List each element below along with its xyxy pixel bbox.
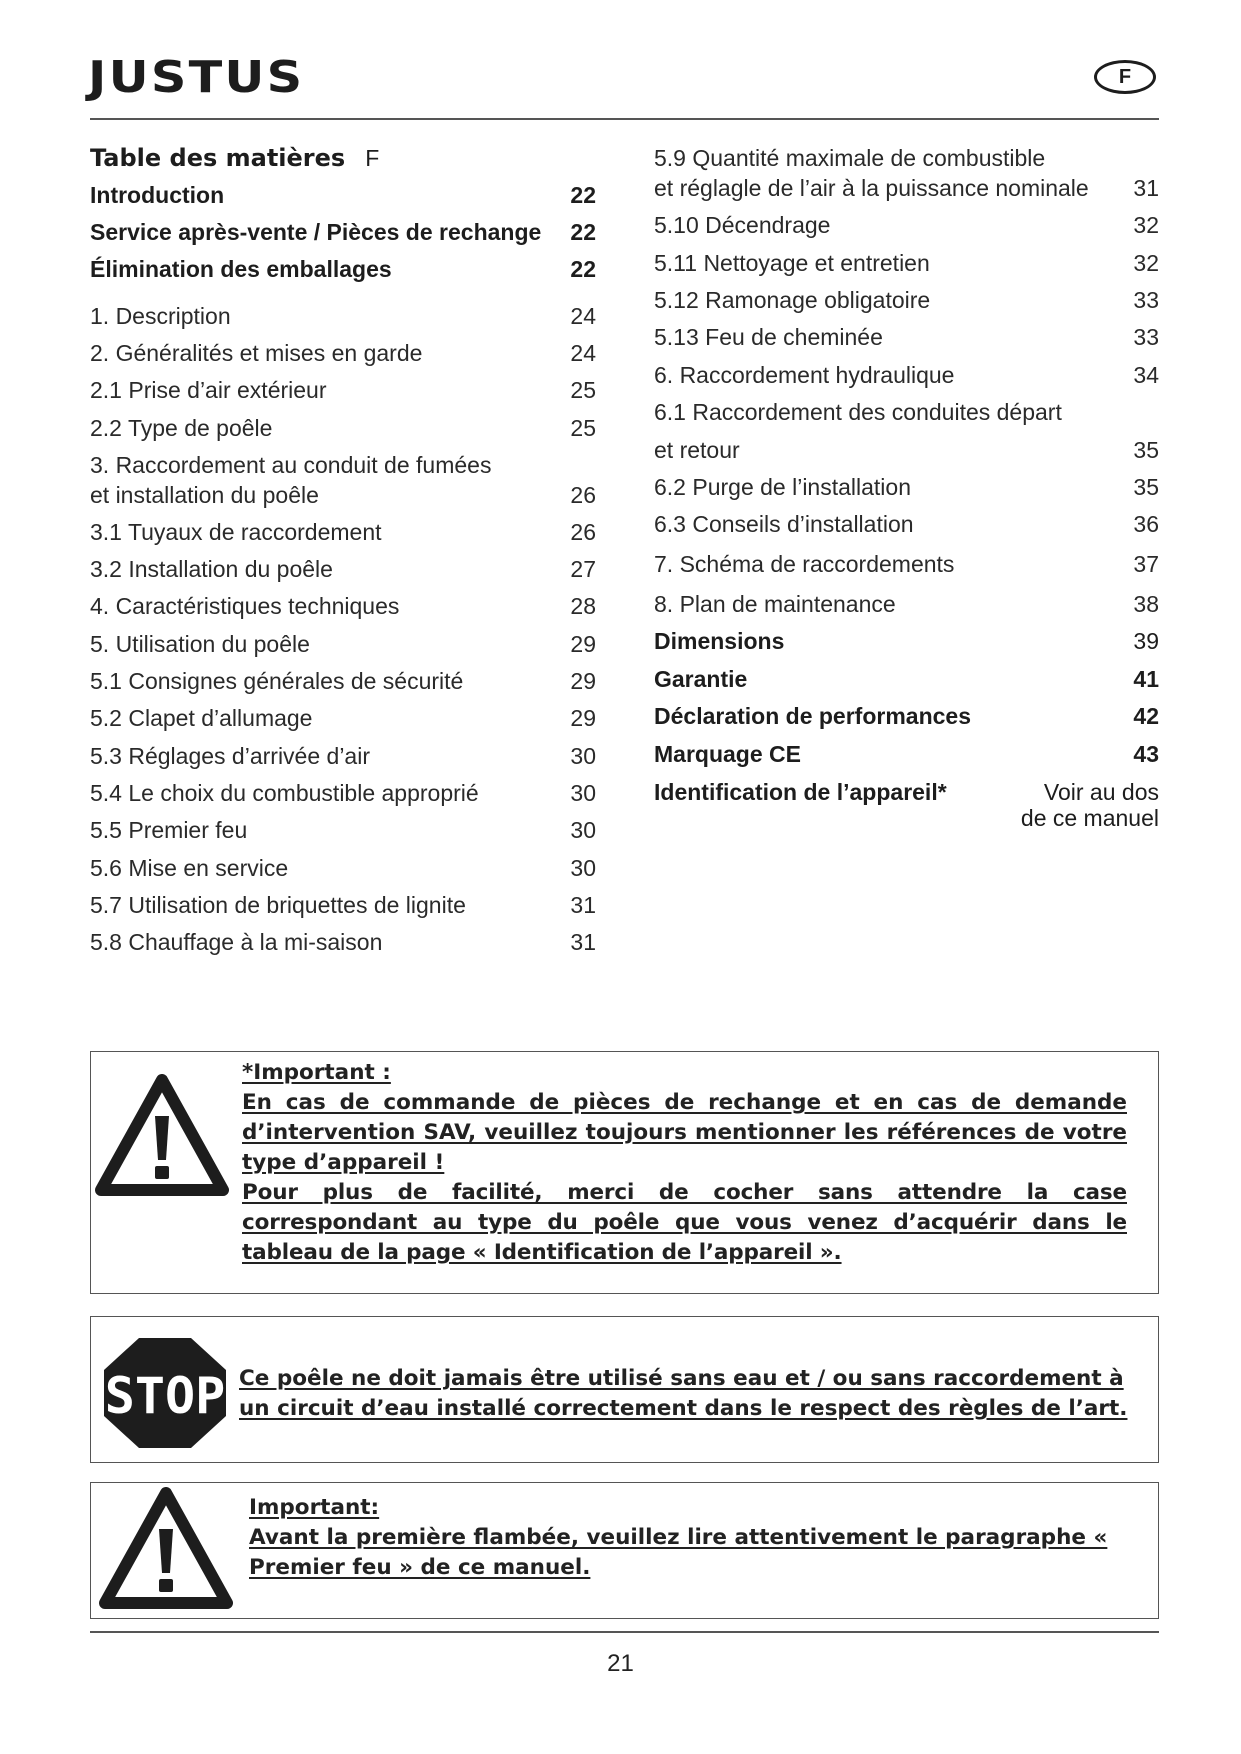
toc-entry-page: 28	[570, 593, 596, 619]
toc-entry-page-line1: Voir au dos	[1043, 779, 1159, 805]
toc-entry-title: 5.10 Décendrage	[654, 212, 831, 238]
toc-entry-title: 5.2 Clapet d’allumage	[90, 705, 313, 731]
toc-entry-title: et réglagle de l’air à la puissance nominale	[654, 175, 1089, 201]
toc-entry-page: 31	[1133, 175, 1159, 201]
important-heading: *Important :	[242, 1060, 391, 1085]
stop-notice-text: Ce poêle ne doit jamais être utilisé sans eau et / ou sans raccordement à un circuit d’eau installé correctement dans le respect des règles de l’art.	[239, 1366, 1128, 1421]
toc-entry-page: 31	[570, 892, 596, 918]
toc-entry-title: 5.4 Le choix du combustible approprié	[90, 780, 479, 806]
toc-title-text: Table des matières	[90, 144, 346, 172]
toc-entry-page: 30	[570, 855, 596, 881]
important-paragraph-2: Pour plus de facilité, merci de cocher sans attendre la case correspondant au type du poêle que vous venez d’acquérir dans le tableau de la page « Identification de l’appareil ».	[242, 1180, 1127, 1265]
toc-entry-page: 27	[570, 556, 596, 582]
toc-entry-title: et installation du poêle	[90, 482, 319, 508]
toc-entry-page: 39	[1133, 628, 1159, 654]
stop-notice-box	[90, 1316, 1159, 1463]
toc-entry-title: Identification de l’appareil*	[654, 779, 947, 805]
toc-entry-title: 1. Description	[90, 303, 231, 329]
toc-entry-page: 30	[570, 743, 596, 769]
toc-entry-page: 22	[570, 256, 596, 282]
toc-entry-page	[1021, 779, 1159, 831]
toc-entry-title: 5.8 Chauffage à la mi-saison	[90, 929, 383, 955]
toc-entry-page: 25	[570, 377, 596, 403]
toc-entry-page: 29	[570, 668, 596, 694]
stop-sign-icon	[102, 1336, 228, 1450]
toc-entry-page: 38	[1133, 591, 1159, 617]
toc-entry-title: Marquage CE	[654, 741, 801, 767]
toc-entry-page: 32	[1133, 250, 1159, 276]
important-paragraph-1: En cas de commande de pièces de rechange et en cas de demande d’intervention SAV, veuillez toujours mentionner les références de votre type d’appareil !	[242, 1090, 1127, 1175]
toc-entry-page: 25	[570, 415, 596, 441]
toc-entry-page: 24	[570, 303, 596, 329]
important-notice-text	[242, 1058, 1127, 1268]
toc-entry-page: 33	[1133, 324, 1159, 350]
toc-entry-page: 37	[1133, 551, 1159, 577]
toc-entry-title: 2. Généralités et mises en garde	[90, 340, 423, 366]
toc-entry-page: 30	[570, 817, 596, 843]
toc-entry-page: 43	[1133, 741, 1159, 767]
toc-entry-title: et retour	[654, 437, 740, 463]
toc-entry-title: 4. Caractéristiques techniques	[90, 593, 400, 619]
toc-entry-title: 5. Utilisation du poêle	[90, 631, 310, 657]
page-number: 21	[607, 1650, 634, 1677]
toc-entry-page: 26	[570, 482, 596, 508]
header-divider	[90, 118, 1159, 120]
toc-entry-title: 5.13 Feu de cheminée	[654, 324, 883, 350]
important-notice-2-text	[249, 1493, 1129, 1583]
toc-entry-title: Garantie	[654, 666, 748, 692]
toc-entry-page: 42	[1133, 703, 1159, 729]
warning-triangle-icon	[95, 1074, 229, 1198]
toc-entry-title: 2.2 Type de poêle	[90, 415, 273, 441]
toc-entry-title: 5.9 Quantité maximale de combustible	[654, 145, 1046, 171]
toc-entry-page: 24	[570, 340, 596, 366]
toc-title-lang: F	[365, 145, 380, 171]
toc-entry-page: 35	[1133, 437, 1159, 463]
toc-entry-page: 22	[570, 182, 596, 208]
toc-entry-page: 36	[1133, 511, 1159, 537]
toc-entry-title: 5.3 Réglages d’arrivée d’air	[90, 743, 370, 769]
toc-entry-title: Introduction	[90, 182, 225, 208]
toc-entry-title: 7. Schéma de raccordements	[654, 551, 955, 577]
toc-entry-title: 5.6 Mise en service	[90, 855, 289, 881]
important-2-heading: Important:	[249, 1495, 380, 1520]
toc-entry-title: 3.1 Tuyaux de raccordement	[90, 519, 382, 545]
toc-entry-title: 6.2 Purge de l’installation	[654, 474, 911, 500]
toc-entry-title: 8. Plan de maintenance	[654, 591, 896, 617]
warning-triangle-icon	[99, 1487, 233, 1611]
toc-entry-page: 30	[570, 780, 596, 806]
toc-entry-page: 29	[570, 631, 596, 657]
toc-title	[90, 144, 379, 173]
toc-entry-title: Élimination des emballages	[90, 256, 392, 282]
toc-entry-page: 32	[1133, 212, 1159, 238]
toc-entry-title: 6.1 Raccordement des conduites départ	[654, 399, 1062, 425]
toc-entry-page: 35	[1133, 474, 1159, 500]
toc-entry-page-line2: de ce manuel	[1020, 805, 1159, 831]
important-notice-box-2	[90, 1482, 1159, 1619]
toc-entry-title: 3.2 Installation du poêle	[90, 556, 333, 582]
toc-entry-title: 5.1 Consignes générales de sécurité	[90, 668, 464, 694]
toc-entry-identification[interactable]	[654, 779, 1159, 835]
toc-entry-title: 5.12 Ramonage obligatoire	[654, 287, 931, 313]
important-notice-box	[90, 1051, 1159, 1294]
toc-entry-title: Dimensions	[654, 628, 785, 654]
brand-logo: JUSTUS	[88, 52, 305, 103]
toc-entry-title: 5.11 Nettoyage et entretien	[654, 250, 930, 276]
toc-entry-page: 31	[570, 929, 596, 955]
important-2-paragraph: Avant la première flambée, veuillez lire attentivement le paragraphe « Premier feu » de ce manuel.	[249, 1525, 1108, 1580]
toc-entry-page: 34	[1133, 362, 1159, 388]
toc-entry-page: 29	[570, 705, 596, 731]
toc-entry-title: Déclaration de performances	[654, 703, 972, 729]
toc-entry-page: 41	[1133, 666, 1159, 692]
toc-entry-title: 3. Raccordement au conduit de fumées	[90, 452, 492, 478]
stop-sign-text: STOP	[104, 1367, 226, 1425]
toc-entry-title: Service après-vente / Pièces de rechange	[90, 219, 542, 245]
footer-divider	[90, 1631, 1159, 1633]
language-badge: F	[1094, 60, 1156, 94]
toc-entry-title: 5.5 Premier feu	[90, 817, 248, 843]
toc-entry-title: 6. Raccordement hydraulique	[654, 362, 955, 388]
toc-entry-page: 22	[570, 219, 596, 245]
toc-entry-title: 2.1 Prise d’air extérieur	[90, 377, 327, 403]
toc-entry-page: 33	[1133, 287, 1159, 313]
toc-entry-title: 6.3 Conseils d’installation	[654, 511, 914, 537]
toc-entry-page: 26	[570, 519, 596, 545]
toc-entry-title: 5.7 Utilisation de briquettes de lignite	[90, 892, 466, 918]
